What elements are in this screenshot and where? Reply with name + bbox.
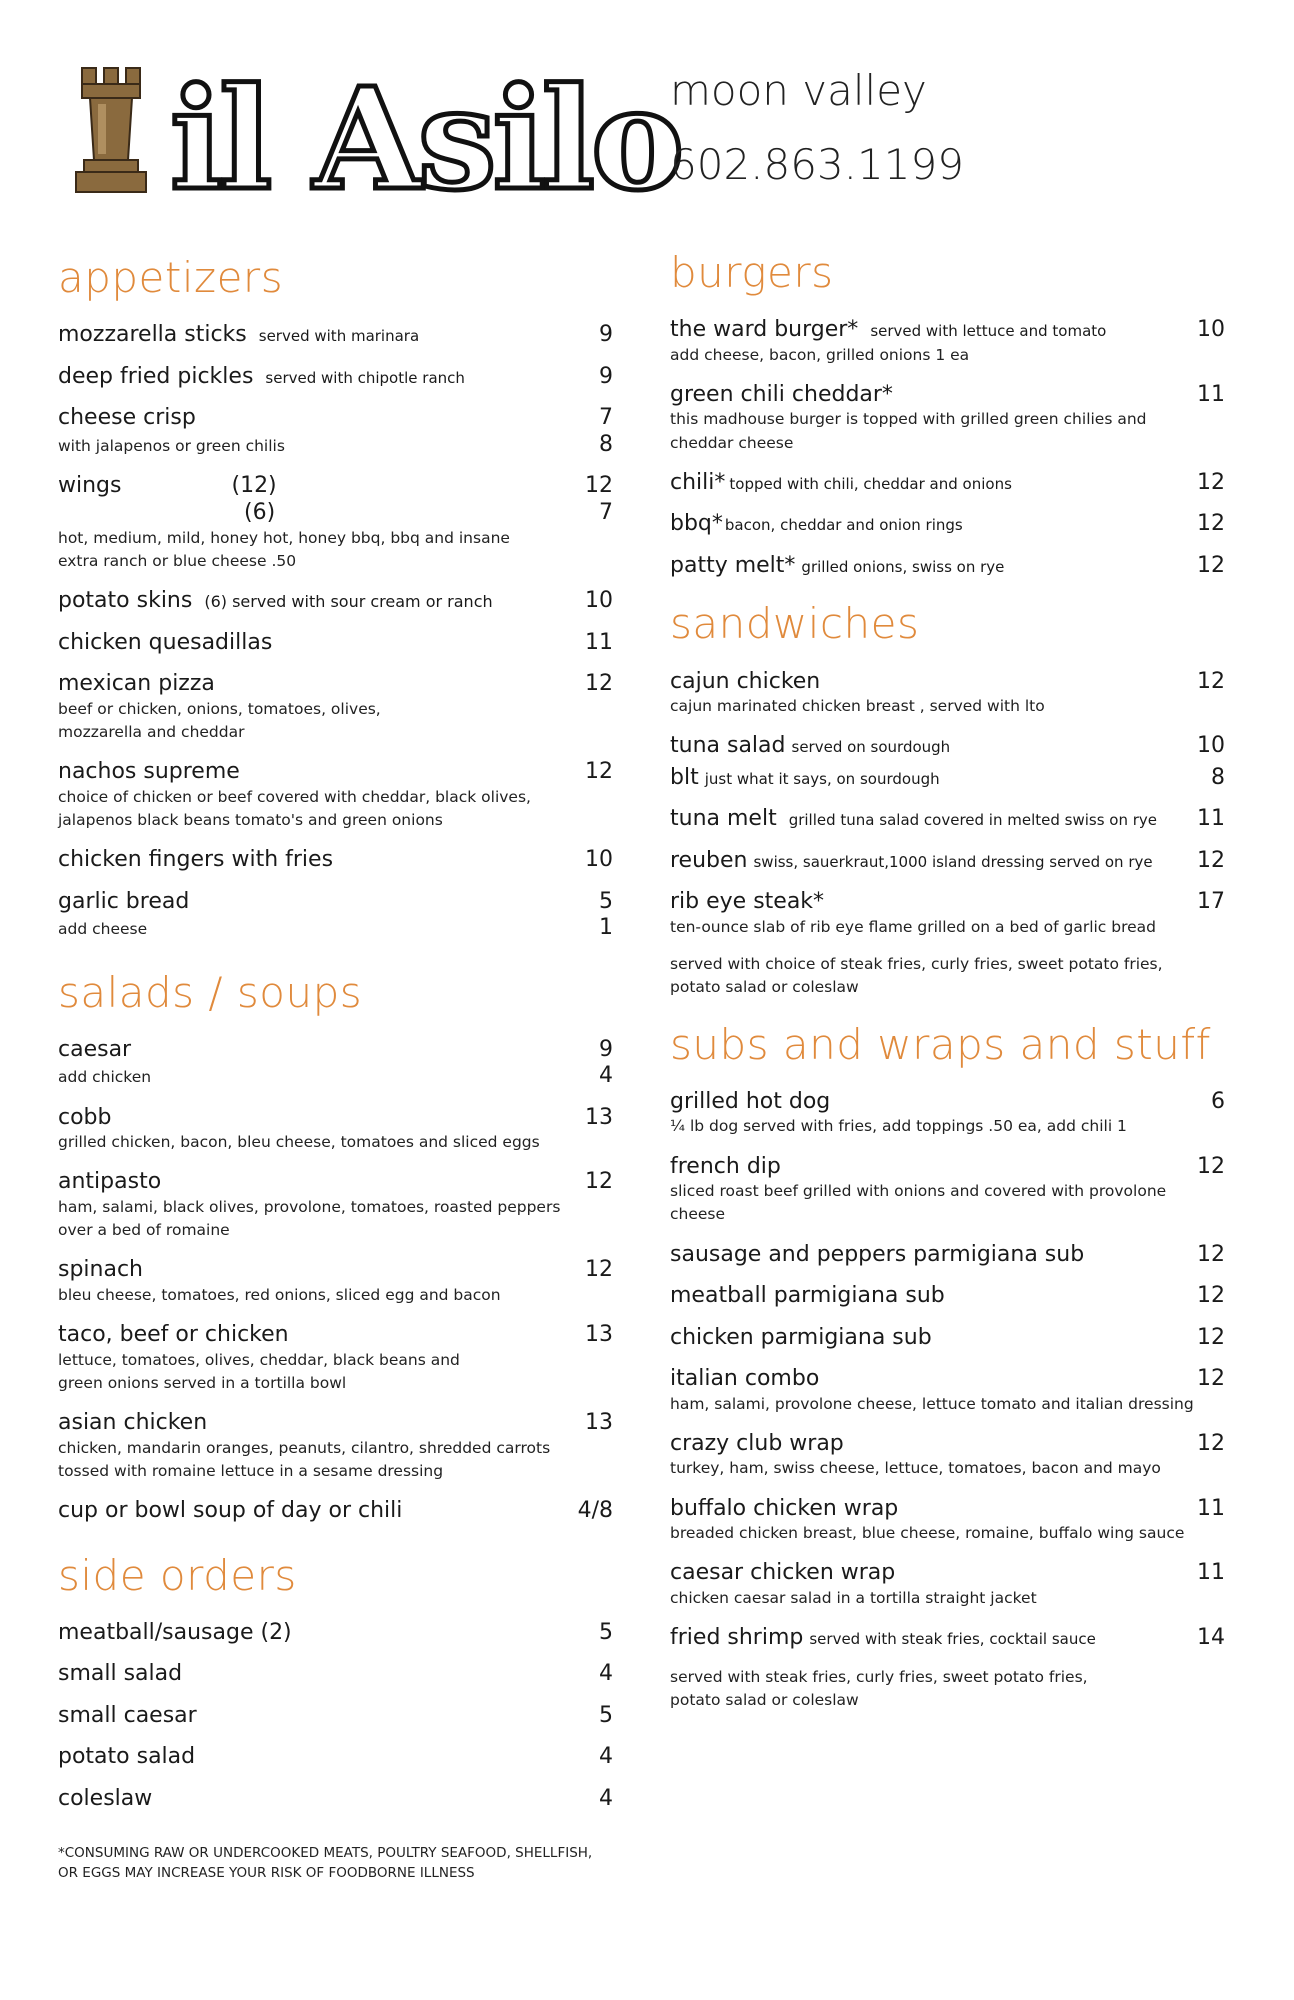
item-description: choice of chicken or beef covered with cheddar, black olives,: [58, 787, 531, 806]
price: 9: [599, 1036, 613, 1062]
item-name: chicken parmigiana sub: [670, 1324, 932, 1350]
menu-item: [58, 888, 613, 942]
item-name: french dip: [670, 1153, 781, 1179]
item-name: asian chicken: [58, 1410, 208, 1436]
price: 12: [1197, 1324, 1225, 1350]
price: 12: [1197, 552, 1225, 578]
item-description: this madhouse burger is topped with grilled green chilies and: [670, 410, 1147, 429]
price: 12: [1197, 1430, 1225, 1456]
menu-item: [58, 629, 613, 657]
price: 11: [1197, 1560, 1225, 1586]
item-description: bleu cheese, tomatoes, red onions, sliced egg and bacon: [58, 1285, 501, 1304]
menu-item: [58, 1702, 613, 1730]
item-name: potato skins: [58, 588, 193, 614]
item-description: cajun marinated chicken breast , served with lto: [670, 697, 1045, 716]
price: 11: [585, 629, 613, 655]
item-description: green onions served in a tortilla bowl: [58, 1373, 347, 1392]
section-footer: [670, 1666, 1225, 1713]
price: 4: [599, 1744, 613, 1770]
menu-item: [670, 469, 1225, 497]
menu-item: [670, 847, 1225, 875]
item-name: antipasto: [58, 1169, 162, 1195]
item-name: meatball parmigiana sub: [670, 1283, 945, 1309]
item-name: reuben: [670, 847, 748, 873]
item-description: served with choice of steak fries, curly fries, sweet potato fries,: [670, 955, 1163, 974]
price: 10: [1197, 317, 1225, 343]
price: 5: [599, 1619, 613, 1645]
menu-item: [58, 321, 613, 349]
item-description: mozzarella and cheddar: [58, 723, 245, 742]
item-description: chicken caesar salad in a tortilla straight jacket: [670, 1588, 1037, 1607]
price: 7: [599, 405, 613, 431]
price: 1: [599, 915, 613, 941]
menu-item: [58, 472, 613, 574]
item-description: ten-ounce slab of rib eye flame grilled on a bed of garlic bread: [670, 917, 1157, 936]
price: 12: [1197, 511, 1225, 537]
menu-item: [670, 764, 1225, 792]
item-name: blt: [670, 764, 699, 790]
item-description: potato salad or coleslaw: [670, 978, 859, 997]
section-title-subs: subs and wraps and stuff: [670, 1019, 1211, 1069]
menu-item: [58, 404, 613, 458]
menu-item: [670, 1153, 1225, 1227]
item-note: grilled tuna salad covered in melted swiss on rye: [788, 811, 1158, 830]
item-name: deep fried pickles: [58, 363, 254, 389]
menu-item: [670, 1324, 1225, 1352]
item-note: just what it says, on sourdough: [704, 769, 940, 788]
item-description: chicken, mandarin oranges, peanuts, cilantro, shredded carrots: [58, 1438, 551, 1457]
price: 4: [599, 1661, 613, 1687]
menu-item: [58, 1743, 613, 1771]
menu-item: [58, 1168, 613, 1242]
price: 9: [599, 363, 613, 389]
item-name: tuna melt: [670, 806, 777, 832]
item-name: caesar: [58, 1036, 132, 1062]
menu-item: [670, 1088, 1225, 1139]
item-name: bbq*: [670, 511, 723, 537]
item-note: served with lettuce and tomato: [870, 322, 1107, 341]
price: 10: [1197, 733, 1225, 759]
item-name: patty melt*: [670, 552, 796, 578]
item-name: grilled hot dog: [670, 1088, 831, 1114]
item-name: sausage and peppers parmigiana sub: [670, 1241, 1085, 1267]
item-name: cajun chicken: [670, 668, 821, 694]
price: 8: [599, 431, 613, 457]
item-description: with jalapenos or green chilis: [58, 436, 285, 455]
menu-item: [58, 587, 613, 615]
item-description: cheddar cheese: [670, 433, 794, 452]
item-description: beef or chicken, onions, tomatoes, olives,: [58, 699, 381, 718]
section-title-sides: side orders: [58, 1550, 297, 1600]
item-name: chili*: [670, 469, 726, 495]
menu-item: [58, 1104, 613, 1155]
price: 12: [1197, 668, 1225, 694]
price: 12: [1197, 1283, 1225, 1309]
item-name: buffalo chicken wrap: [670, 1495, 899, 1521]
section-title-sandwiches: sandwiches: [670, 599, 920, 649]
item-description: sliced roast beef grilled with onions and covered with provolone: [670, 1182, 1167, 1201]
item-note: served with marinara: [258, 327, 420, 346]
menu-item: [670, 1241, 1225, 1269]
item-description: ¼ lb dog served with fries, add toppings .50 ea, add chili 1: [670, 1117, 1127, 1136]
left-column: [58, 255, 613, 1826]
price: 7: [599, 500, 613, 526]
item-name: italian combo: [670, 1366, 820, 1392]
menu-item: [670, 510, 1225, 538]
item-name: (6): [244, 500, 276, 526]
item-name: rib eye steak*: [670, 889, 825, 915]
menu-item: [58, 846, 613, 874]
item-name: small salad: [58, 1661, 183, 1687]
price: 4/8: [577, 1498, 613, 1524]
section-title-burgers: burgers: [670, 248, 834, 297]
menu-item: [670, 1365, 1225, 1416]
section-footer: [670, 953, 1225, 1000]
price: 12: [585, 759, 613, 785]
menu-item: [670, 805, 1225, 833]
item-name: wings: [58, 472, 122, 498]
section-title-salads: salads / soups: [58, 967, 363, 1017]
item-description: breaded chicken breast, blue cheese, romaine, buffalo wing sauce: [670, 1524, 1185, 1543]
menu-item: [58, 1321, 613, 1395]
item-note: served with steak fries, cocktail sauce: [809, 1630, 1096, 1649]
item-name: meatball/sausage (2): [58, 1619, 292, 1645]
menu-item: [670, 888, 1225, 939]
item-description: turkey, ham, swiss cheese, lettuce, tomatoes, bacon and mayo: [670, 1459, 1161, 1478]
item-name: cobb: [58, 1104, 112, 1130]
item-description: add chicken: [58, 1068, 152, 1087]
item-name: cup or bowl soup of day or chili: [58, 1498, 403, 1524]
item-name: crazy club wrap: [670, 1430, 844, 1456]
item-description: hot, medium, mild, honey hot, honey bbq, bbq and insane: [58, 528, 510, 547]
item-description: add cheese, bacon, grilled onions 1 ea: [670, 345, 970, 364]
item-description: ham, salami, provolone cheese, lettuce tomato and italian dressing: [670, 1394, 1194, 1413]
item-name: fried shrimp: [670, 1625, 804, 1651]
item-description: tossed with romaine lettuce in a sesame dressing: [58, 1461, 444, 1480]
item-description: lettuce, tomatoes, olives, cheddar, black beans and: [58, 1350, 460, 1369]
item-description: grilled chicken, bacon, bleu cheese, tomatoes and sliced eggs: [58, 1133, 540, 1152]
item-description: ham, salami, black olives, provolone, tomatoes, roasted peppers: [58, 1197, 561, 1216]
item-name: mexican pizza: [58, 671, 215, 697]
menu-item: [58, 1619, 613, 1647]
price: 6: [1211, 1088, 1225, 1114]
section-title-appetizers: appetizers: [58, 253, 284, 302]
item-note: (6) served with sour cream or ranch: [204, 592, 493, 612]
item-description: potato salad or coleslaw: [670, 1690, 859, 1709]
item-name: garlic bread: [58, 888, 190, 914]
price: 12: [1197, 469, 1225, 495]
price: 12: [585, 1257, 613, 1283]
item-name: caesar chicken wrap: [670, 1560, 896, 1586]
logo: [70, 58, 681, 222]
logo-wordmark: il Asilo: [170, 58, 681, 222]
item-name: nachos supreme: [58, 759, 240, 785]
price: 10: [585, 588, 613, 614]
price: 5: [599, 1702, 613, 1728]
menu-item: [670, 668, 1225, 719]
menu-item: [58, 1036, 613, 1090]
menu-item: [58, 363, 613, 391]
item-name: spinach: [58, 1257, 144, 1283]
item-description: add cheese: [58, 920, 148, 939]
price: 12: [585, 1169, 613, 1195]
price: 4: [599, 1785, 613, 1811]
item-name: mozzarella sticks: [58, 322, 247, 348]
item-name: the ward burger*: [670, 317, 859, 343]
item-description: jalapenos black beans tomato's and green onions: [58, 811, 443, 830]
price: 5: [599, 888, 613, 914]
price: 4: [599, 1063, 613, 1089]
price: 9: [599, 322, 613, 348]
rook-logo-icon: [70, 58, 681, 222]
item-description: cheese: [670, 1205, 726, 1224]
location: moon valley: [670, 66, 927, 115]
price: 13: [585, 1322, 613, 1348]
price: 8: [1211, 764, 1225, 790]
item-note: swiss, sauerkraut,1000 island dressing served on rye: [753, 852, 1153, 871]
item-note: bacon, cheddar and onion rings: [724, 516, 963, 535]
price: 13: [585, 1104, 613, 1130]
item-name: green chili cheddar*: [670, 381, 893, 407]
menu-item: [670, 1282, 1225, 1310]
item-name: taco, beef or chicken: [58, 1322, 289, 1348]
price: 12: [1197, 1153, 1225, 1179]
menu-item: [58, 1497, 613, 1525]
right-column: [670, 250, 1225, 1726]
price: 11: [1197, 381, 1225, 407]
item-name: coleslaw: [58, 1785, 153, 1811]
menu-item: [58, 1256, 613, 1307]
item-note: served on sourdough: [791, 738, 951, 757]
menu-item: [670, 732, 1225, 760]
item-note: topped with chili, cheddar and onions: [729, 474, 1012, 493]
menu-item: [670, 1495, 1225, 1546]
item-name: chicken fingers with fries: [58, 847, 334, 873]
item-name: potato salad: [58, 1744, 196, 1770]
price: 12: [1197, 847, 1225, 873]
item-name: (12): [231, 472, 277, 498]
price: 12: [585, 472, 613, 498]
menu-item: [58, 1660, 613, 1688]
item-note: grilled onions, swiss on rye: [801, 557, 1005, 576]
item-name: small caesar: [58, 1702, 197, 1728]
item-name: cheese crisp: [58, 405, 196, 431]
menu-item: [670, 316, 1225, 367]
item-name: chicken quesadillas: [58, 629, 273, 655]
price: 12: [1197, 1241, 1225, 1267]
price: 11: [1197, 806, 1225, 832]
item-description: served with steak fries, curly fries, sweet potato fries,: [670, 1667, 1088, 1686]
menu-item: [58, 670, 613, 744]
price: 13: [585, 1410, 613, 1436]
item-description: over a bed of romaine: [58, 1221, 230, 1240]
menu-item: [58, 1409, 613, 1483]
menu-item: [670, 1430, 1225, 1481]
menu-item: [670, 1624, 1225, 1652]
price: 12: [585, 671, 613, 697]
disclaimer: *CONSUMING RAW OR UNDERCOOKED MEATS, POULTRY SEAFOOD, SHELLFISH, OR EGGS MAY INCREASE YOUR RISK OF FOODBORNE ILLNESS: [58, 1845, 593, 1882]
menu-item: [670, 1559, 1225, 1610]
item-description: extra ranch or blue cheese .50: [58, 552, 297, 571]
price: 17: [1197, 889, 1225, 915]
price: 10: [585, 847, 613, 873]
menu-item: [670, 381, 1225, 455]
price: 14: [1197, 1625, 1225, 1651]
item-note: served with chipotle ranch: [265, 368, 465, 387]
item-name: tuna salad: [670, 733, 786, 759]
menu-item: [58, 1785, 613, 1813]
price: 11: [1197, 1495, 1225, 1521]
menu-item: [58, 758, 613, 832]
phone-number: 602.863.1199: [670, 140, 964, 189]
menu-item: [670, 552, 1225, 580]
price: 12: [1197, 1366, 1225, 1392]
